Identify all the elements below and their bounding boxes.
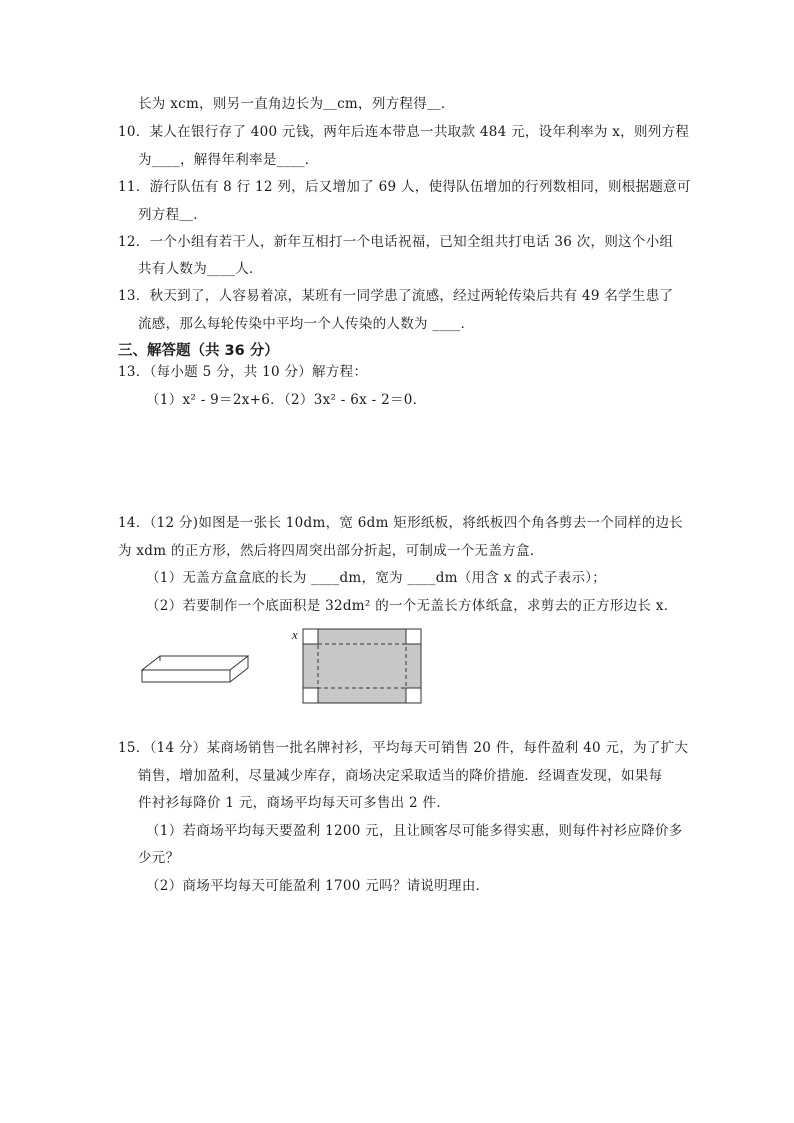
box-top-face <box>142 656 248 670</box>
q15-line3: 件衬衫每降价 1 元，商场平均每天可多售出 2 件． <box>138 795 451 811</box>
q14-line1: 14．（12 分)如图是一张长 10dm，宽 6dm 矩形纸板，将纸板四个角各剪去一个同样的边长 <box>118 515 684 531</box>
q12-line2: 共有人数为____人． <box>138 261 263 277</box>
q10-line2: 为____，解得年利率是____． <box>138 152 319 168</box>
box-front-face <box>142 670 230 682</box>
q15-part2: （2）商场平均每天可能盈利 1700 元吗？请说明理由． <box>146 878 490 894</box>
cardboard-figure <box>300 628 424 706</box>
q11-line1: 11．游行队伍有 8 行 12 列，后又增加了 69 人，使得队伍增加的行列数相同，则根据题意可 <box>118 179 691 195</box>
q14-part2: （2）若要制作一个底面积是 32dm² 的一个无盖长方体纸盒，求剪去的正方形边长 x． <box>146 598 678 614</box>
solve-equations-items: （1）x² ‐ 9＝2x+6．（2）3x² ‐ 6x ‐ 2＝0． <box>146 392 427 408</box>
q15-line2: 销售，增加盈利，尽量减少库存，商场决定采取适当的降价措施．经调查发现，如果每 <box>138 768 663 784</box>
solve-equations-heading: 13．（每小题 5 分，共 10 分）解方程： <box>118 364 368 380</box>
q15-line1: 15．（14 分）某商场销售一批名牌衬衫，平均每天可销售 20 件，每件盈利 40 元，为了扩大 <box>118 740 689 756</box>
q13-line2: 流感，那么每轮传染中平均一个人传染的人数为 ____． <box>138 316 475 332</box>
q11-line2: 列方程＿． <box>138 207 207 223</box>
q13-line1: 13．秋天到了，人容易着凉，某班有一同学患了流感，经过两轮传染后共有 49 名学生患了 <box>118 288 674 304</box>
q14-line2: 为 xdm 的正方形，然后将四周突出部分折起，可制成一个无盖方盒． <box>118 543 544 559</box>
q15-part1-line2: 少元？ <box>138 850 180 866</box>
q15-part1-line1: （1）若商场平均每天要盈利 1200 元，且让顾客尽可能多得实惠，则每件衬衫应降价多 <box>146 823 683 839</box>
q10-line1: 10．某人在银行存了 400 元钱，两年后连本带息一共取款 484 元，设年利率为 x，则列方程 <box>118 124 690 140</box>
q9-continuation: 长为 xcm，则另一直角边长为＿cm，列方程得＿． <box>138 96 455 112</box>
corner-square-tl <box>303 629 318 644</box>
open-box-figure <box>138 652 254 686</box>
section-title: 三、解答题（共 36 分） <box>118 343 279 359</box>
box-side-edge <box>230 656 248 682</box>
q12-line1: 12．一个小组有若干人，新年互相打一个电话祝福，已知全组共打电话 36 次，则这个小组 <box>118 234 674 250</box>
corner-label-x: x <box>292 627 298 642</box>
corner-square-br <box>406 688 421 703</box>
shaded-horizontal-band <box>303 644 421 688</box>
corner-square-bl <box>303 688 318 703</box>
q14-part1: （1）无盖方盒盒底的长为 ____dm，宽为 ____dm（用含 x 的式子表示）； <box>146 570 607 586</box>
corner-square-tr <box>406 629 421 644</box>
